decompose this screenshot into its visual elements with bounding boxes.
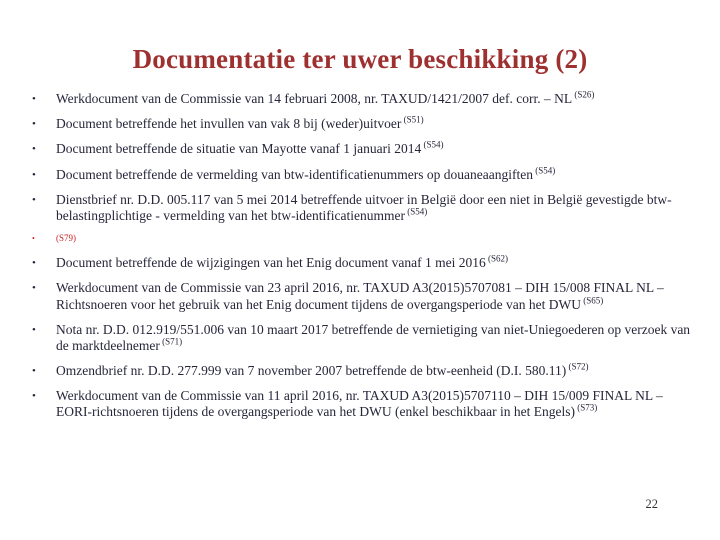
bullet-item [32,322,694,354]
bullet-item [32,192,694,224]
bullet-marker-icon: • [32,323,36,336]
bullet-marker-icon: • [32,118,36,131]
bullet-text: Dienstbrief nr. D.D. 005.117 van 5 mei 2014 betreffende uitvoer in België door een niet in België gevestigde btw-belastingplichtige - vermelding van het btw-identificatienummer $^{(S54)}$ [56,191,672,223]
bullet-ref: (S54) [532,165,556,176]
bullet-text: Document betreffende de situatie van Mayotte vanaf 1 januari 2014 $^{(S54)}$ [56,139,444,157]
bullet-text: Werkdocument van de Commissie van 11 april 2016, nr. TAXUD A3(2015)5707110 – DIH 15/009 FINAL NL – EORI-richtsnoeren tijdens de overgangsperiode van het DWU (enkel beschikbaar in het Engels) $^{(S73)}$ [56,388,663,420]
bullet-text: Document betreffende de vermelding van btw-identificatienummers op douaneaangiften $^{(S54)}$ [56,165,556,182]
bullet-marker-icon: • [32,234,35,244]
bullet-item [32,255,694,271]
bullet-text: Document betreffende het invullen van vak 8 bij (weder)uitvoer $^{(S51)}$ [56,114,424,132]
bullet-text: Omzendbrief nr. D.D. 277.999 van 7 november 2007 betreffende de btw-eenheid (D.I. 580.11) $^{(S72)}$ [56,361,589,379]
bullet-ref: (S54) [405,206,428,217]
bullet-ref: (S73) [574,402,598,413]
bullet-text [56,233,694,244]
bullet-item [32,280,694,312]
bullet-marker-icon: • [32,168,36,181]
bullet-marker-icon: • [32,143,36,156]
slide-title: Documentatie ter uwer beschikking (2) [132,44,588,74]
bullet-marker-icon: • [32,365,36,378]
bullet-marker-icon: • [32,93,36,105]
bullet-ref: (S79) [56,233,76,244]
bullet-ref: (S72) [566,361,589,372]
bullet-text: Werkdocument van de Commissie van 14 februari 2008, nr. TAXUD/1421/2007 def. corr. – NL $^{(S26)}$ [56,89,595,106]
bullet-ref: (S71) [159,336,183,347]
bullet-text: Nota nr. D.D. 012.919/551.006 van 10 maart 2017 betreffende de vernietiging van niet-Uniegoederen op verzoek van de marktdeelnemer $^{(S71)}$ [56,321,691,353]
bullet-ref: (S51) [401,114,424,125]
bullet-item [32,167,694,183]
bullet-text: Werkdocument van de Commissie van 23 april 2016, nr. TAXUD A3(2015)5707081 – DIH 15/008 FINAL NL – Richtsnoeren voor het gebruik van het Enig document tijdens de overgangsperiode van het DWU $^{(S65)}$ [56,280,664,312]
bullet-marker-icon: • [32,257,36,270]
bullet-list [0,91,720,421]
bullet-ref: (S54) [421,139,444,150]
page-number: 22 [645,497,658,511]
bullet-item [32,363,694,379]
bullet-item [32,91,694,107]
bullet-marker-icon: • [32,390,36,403]
bullet-ref: (S62) [485,253,508,264]
bullet-ref: (S26) [572,89,595,100]
bullet-marker-icon: • [32,282,36,295]
bullet-text: Document betreffende de wijzigingen van het Enig document vanaf 1 mei 2016 $^{(S62)}$ [56,253,508,271]
bullet-marker-icon: • [32,193,36,206]
bullet-item [32,141,694,157]
bullet-item [32,388,694,420]
bullet-item [32,116,694,132]
bullet-ref: (S65) [580,295,604,305]
bullet-item [32,233,694,245]
